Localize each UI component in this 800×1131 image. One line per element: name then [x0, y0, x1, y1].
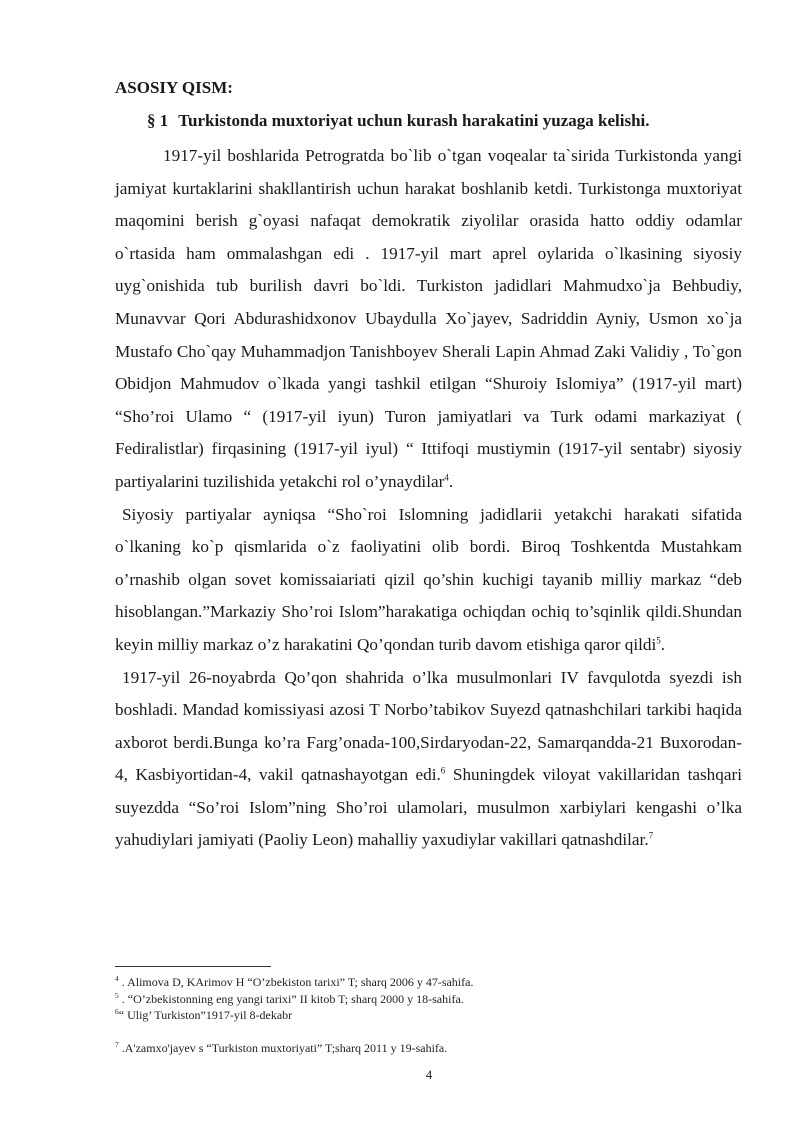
- paragraph-1: [115, 140, 742, 499]
- footnote-text: . “O’zbekistonning eng yangi tarixi” II kitob T; sharq 2000 y 18-sahifa.: [118, 992, 464, 1006]
- paragraph-3-text-continued: Shuningdek viloyat vakillaridan tashqari suyezdda “So’roi Islom”ning Sho’roi ulamolari, musulmon xarbiylari kengashi o’lka yahudiylari jamiyati (Paoliy Leon) mahalliy yaxudiylar vakillari qatnashdilar.: [115, 765, 742, 850]
- main-heading: ASOSIY QISM:: [115, 78, 233, 97]
- section-title: [147, 111, 650, 131]
- footnote-mark: 7: [115, 1040, 119, 1049]
- paragraph-2-end: .: [660, 634, 666, 654]
- paragraph-2-text: Siyosiy partiyalar ayniqsa “Sho`roi Islomning jadidlarii yetakchi harakati sifatida o`lkaning ko`p qismlarida o`z faoliyatini olib bordi. Biroq Toshkentda Mustahkam o’rnashib olgan sovet komissaiariati qizil qo’shin kuchigi tayanib milliy markaz “deb hisoblangan.”Markaziy Sho’roi Islom”harakatiga ochiqdan ochiq to’sqinlik qildi.Shundan keyin milliy markaz o’z harakatini Qo’qondan turib davom etishiga qaror qildi: [115, 504, 742, 654]
- footnote-ref-4[interactable]: 4: [444, 472, 449, 483]
- footnote-7: [115, 1041, 447, 1056]
- footnote-text: “ Ulig’ Turkiston”1917-yil 8-dekabr: [118, 1008, 293, 1022]
- section-number: § 1: [147, 111, 169, 130]
- paragraph-3: [115, 662, 742, 858]
- footnote-mark: 6: [115, 1007, 119, 1016]
- footnote-6: [115, 1008, 292, 1023]
- footnote-ref-5[interactable]: 5: [656, 635, 661, 646]
- paragraph-3-text: 1917-yil 26-noyabrda Qo’qon shahrida o’lka musulmonlari IV favqulotda syezdi ish boshladi. Mandad komissiyasi azosi T Norbo’tabikov Suyezd qatnashchilari tarkibi haqida axborot berdi.Bunga ko’ra Farg’onada-100,Sirdaryodan-22, Samarqandda-21 Buxorodan-4, Kasbiyortidan-4, vakil qatnashayotgan edi.: [115, 667, 742, 785]
- paragraph-1-text: 1917-yil boshlarida Petrogratda bo`lib o`tgan voqealar ta`sirida Turkistonda yangi jamiyat kurtaklarini shakllantirish uchun harakat boshlanib ketdi. Turkistonga muxtoriyat maqomini berish g`oyasi nafaqat demokratik ziyolilar orasida hatto oddiy odamlar o`rtasida ham ommalashgan edi . 1917-yil mart aprel oylarida o`lkasining siyosiy uyg`onishida tub burilish davri bo`ldi. Turkiston jadidlari Mahmudxo`ja Behbudiy, Munavvar Qori Abdurashidxonov Ubaydulla Xo`jayev, Sadriddin Ayniy, Usmon xo`ja Mustafo Cho`qay Muhammadjon Tanishboyev Sherali Lapin Ahmad Zaki Validiy , To`gon Obidjon Mahmudov o`lkada yangi tashkil etilgan “Shuroiy Islomiya” (1917-yil mart) “Sho’roi Ulamo “ (1917-yil iyun) Turon jamiyatlari va Turk odami markaziyat ( Fediralistlar) firqasining (1917-yil iyul) “ Ittifoqi mustiymin (1917-yil sentabr) siyosiy partiyalarini tuzilishida yetakchi rol o’ynaydilar: [115, 146, 742, 491]
- footnote-divider: [115, 966, 271, 967]
- footnote-mark: 4: [115, 974, 119, 983]
- page-number: 4: [425, 1067, 433, 1082]
- paragraph-2: [115, 499, 742, 662]
- paragraph-1-end: .: [448, 471, 454, 491]
- section-title-text: Turkistonda muxtoriyat uchun kurash harakatini yuzaga kelishi.: [178, 111, 650, 130]
- footnote-ref-7[interactable]: 7: [648, 830, 654, 841]
- footnote-text: . Alimova D, KArimov H “O’zbekiston tarixi” T; sharq 2006 y 47-sahifa.: [118, 975, 474, 989]
- footnote-5: [115, 992, 464, 1007]
- footnote-ref-6[interactable]: 6: [440, 765, 446, 776]
- footnote-text: .A'zamxo'jayev s “Turkiston muxtoriyati” T;sharq 2011 y 19-sahifa.: [118, 1041, 448, 1055]
- footnote-4: [115, 975, 473, 990]
- body-text: [115, 140, 742, 857]
- footnote-mark: 5: [115, 991, 119, 1000]
